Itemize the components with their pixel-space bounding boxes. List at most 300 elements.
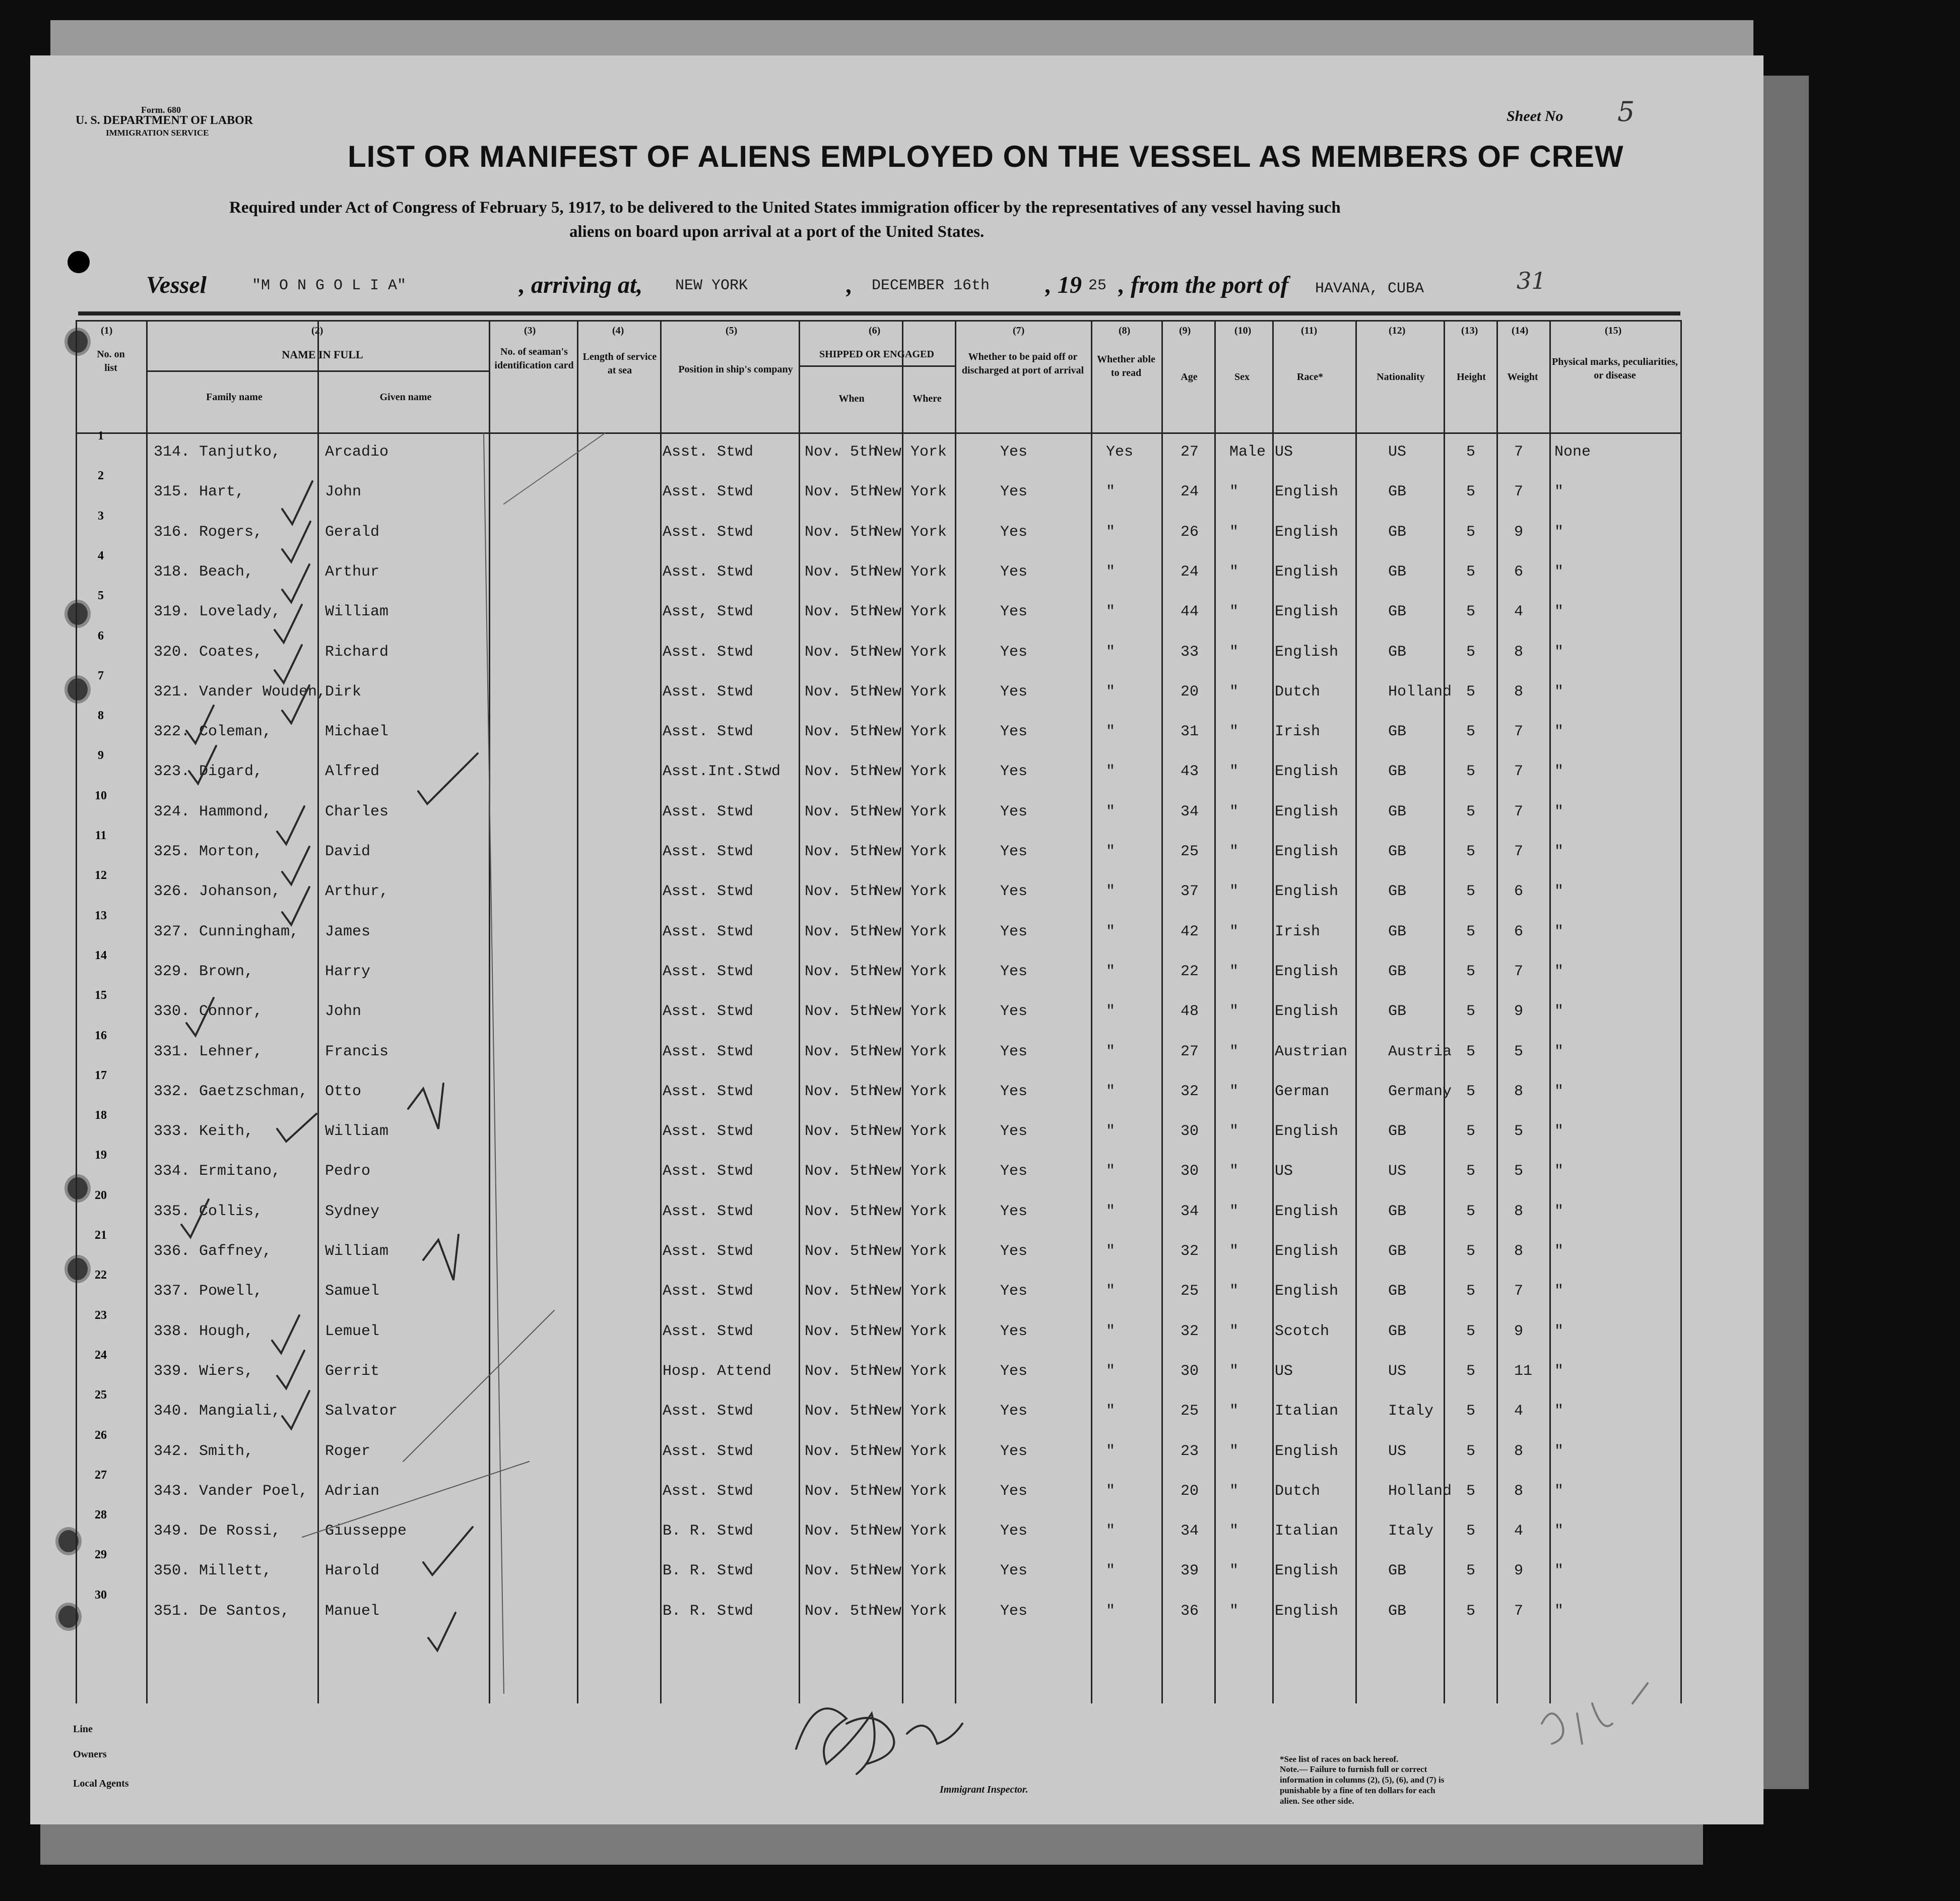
sheet-number: 5 [1617,96,1635,128]
cell-race: English [1275,563,1339,581]
col-10-number: (10) [1234,325,1252,336]
cell-where: New York [874,1283,947,1300]
cell-position: Asst. Stwd [663,683,754,701]
cell-where: New York [874,1163,947,1180]
cell-ht: 5 [1466,803,1476,820]
cell-paid: Yes [1000,443,1028,461]
cell-read: " [1106,1562,1116,1579]
cell-race: English [1275,1123,1339,1140]
cell-read: " [1106,524,1116,541]
departure-port: HAVANA, CUBA [1315,280,1424,297]
cell-age: 20 [1181,683,1199,701]
cell-position: Asst. Stwd [663,1123,754,1140]
cell-read: " [1106,883,1116,900]
cell-ht: 5 [1466,1363,1476,1380]
cell-no: 16 [95,1029,107,1042]
cell-nat: Germany [1388,1083,1452,1100]
cell-when: Nov. 5th [805,1003,878,1020]
cell-wt: 8 [1514,1443,1524,1460]
cell-given: Francis [325,1043,389,1060]
cell-given: Harold [325,1562,380,1579]
cell-ht: 5 [1466,683,1476,701]
col-15-number: (15) [1605,325,1622,336]
cell-age: 26 [1181,524,1199,541]
cell-paid: Yes [1000,803,1028,820]
cell-read: " [1106,563,1116,581]
cell-paid: Yes [1000,1003,1028,1020]
cell-where: New York [874,1003,947,1020]
cell-race: English [1275,963,1339,980]
cell-ht: 5 [1466,1562,1476,1579]
cell-marks: " [1554,524,1564,541]
inspector-signature [796,1708,962,1774]
cell-family: 320. Coates, [154,644,263,661]
vessel-name: "M O N G O L I A" [252,277,407,294]
cell-sex: " [1229,1603,1239,1620]
cell-age: 37 [1181,883,1199,900]
cell-no: 30 [95,1589,107,1602]
cell-where: New York [874,803,947,820]
cell-where: New York [874,1043,947,1060]
cell-race: English [1275,603,1339,620]
cell-nat: GB [1388,1243,1407,1260]
cell-when: Nov. 5th [805,563,878,581]
cell-sex: " [1229,644,1239,661]
cell-ht: 5 [1466,1043,1476,1060]
col-4-number: (4) [612,325,624,336]
cell-wt: 8 [1514,1483,1524,1500]
cell-read: " [1106,1043,1116,1060]
cell-ht: 5 [1466,483,1476,500]
cell-marks: " [1554,1562,1564,1579]
cell-paid: Yes [1000,763,1028,780]
cell-race: English [1275,644,1339,661]
cell-age: 36 [1181,1603,1199,1620]
cell-paid: Yes [1000,1443,1028,1460]
cell-sex: " [1229,1363,1239,1380]
cell-paid: Yes [1000,1562,1028,1579]
cell-when: Nov. 5th [805,1603,878,1620]
footer-owners-label: Owners [73,1749,107,1760]
cell-read: " [1106,1203,1116,1220]
cell-paid: Yes [1000,963,1028,980]
cell-sex: " [1229,1203,1239,1220]
cell-where: New York [874,1203,947,1220]
cell-read: " [1106,1083,1116,1100]
from-port-label: , from the port of [1119,272,1289,298]
cell-wt: 4 [1514,603,1524,620]
cell-marks: " [1554,1443,1564,1460]
cell-age: 23 [1181,1443,1199,1460]
cell-family: 323. Digard, [154,763,263,780]
col-4-label: Length of service at sea [582,351,657,376]
col-7-number: (7) [1013,325,1025,336]
col-8-label: Whether able to read [1097,354,1155,378]
cell-wt: 7 [1514,963,1524,980]
cell-nat: GB [1388,963,1407,980]
cell-paid: Yes [1000,1283,1028,1300]
cell-read: " [1106,923,1116,940]
cell-family: 327. Cunningham, [154,923,299,940]
col-5-number: (5) [726,325,738,336]
cell-position: Asst. Stwd [663,1403,754,1420]
cell-position: Asst. Stwd [663,1243,754,1260]
cell-position: B. R. Stwd [663,1562,754,1579]
form-number: Form. 680 [141,105,181,115]
cell-no: 1 [98,429,104,442]
col-3-label: No. of seaman's identification card [494,346,574,371]
cell-family: 324. Hammond, [154,803,272,820]
cell-given: Adrian [325,1483,380,1500]
arriving-label: , arriving at, [519,272,643,298]
cell-paid: Yes [1000,1403,1028,1420]
cell-position: Asst. Stwd [663,923,754,940]
cell-ht: 5 [1466,883,1476,900]
cell-given: Roger [325,1443,371,1460]
cell-race: US [1275,1163,1293,1180]
cell-sex: " [1229,963,1239,980]
cell-sex: " [1229,603,1239,620]
col-6-label: SHIPPED OR ENGAGED [819,349,934,360]
cell-no: 17 [95,1069,107,1082]
cell-read: " [1106,723,1116,740]
cell-marks: " [1554,483,1564,500]
cell-sex: " [1229,1562,1239,1579]
cell-age: 27 [1181,1043,1199,1060]
cell-read: " [1106,1403,1116,1420]
cell-ht: 5 [1466,1443,1476,1460]
cell-where: New York [874,483,947,500]
cell-age: 31 [1181,723,1199,740]
cell-ht: 5 [1466,1403,1476,1420]
cell-family: 340. Mangiali, [154,1403,281,1420]
cell-nat: GB [1388,803,1407,820]
cell-nat: US [1388,1163,1407,1180]
cell-given: Richard [325,644,389,661]
cell-when: Nov. 5th [805,683,878,701]
cell-wt: 7 [1514,763,1524,780]
cell-ht: 5 [1466,1163,1476,1180]
cell-when: Nov. 5th [805,1403,878,1420]
cell-wt: 4 [1514,1523,1524,1540]
cell-where: New York [874,563,947,581]
cell-nat: GB [1388,644,1407,661]
cell-family: 319. Lovelady, [154,603,281,620]
cell-paid: Yes [1000,1203,1028,1220]
cell-marks: " [1554,1483,1564,1500]
cell-ht: 5 [1466,1603,1476,1620]
service-name: IMMIGRATION SERVICE [106,128,209,138]
cell-sex: " [1229,723,1239,740]
cell-paid: Yes [1000,524,1028,541]
cell-given: Alfred [325,763,380,780]
cell-sex: " [1229,1163,1239,1180]
cell-read: " [1106,1483,1116,1500]
cell-nat: GB [1388,843,1407,860]
cell-sex: " [1229,483,1239,500]
cell-given: Samuel [325,1283,380,1300]
cell-position: Asst. Stwd [663,1083,754,1100]
cell-marks: " [1554,1003,1564,1020]
inspector-label: Immigrant Inspector. [940,1784,1028,1795]
cell-given: Manuel [325,1603,380,1620]
cell-sex: " [1229,1323,1239,1340]
cell-when: Nov. 5th [805,923,878,940]
col-12-number: (12) [1389,325,1406,336]
col-11-label: Race* [1296,371,1324,383]
cell-where: New York [874,1603,947,1620]
cell-given: Otto [325,1083,362,1100]
cell-ht: 5 [1466,1003,1476,1020]
cell-wt: 8 [1514,1243,1524,1260]
cell-when: Nov. 5th [805,763,878,780]
cell-race: English [1275,1203,1339,1220]
cell-marks: " [1554,963,1564,980]
cell-where: New York [874,883,947,900]
col-2-label: NAME IN FULL [282,348,363,361]
cell-wt: 8 [1514,644,1524,661]
cell-wt: 4 [1514,1403,1524,1420]
cell-read: " [1106,1243,1116,1260]
cell-nat: GB [1388,723,1407,740]
cell-ht: 5 [1466,1523,1476,1540]
cell-paid: Yes [1000,563,1028,581]
cell-ht: 5 [1466,1243,1476,1260]
cell-age: 44 [1181,603,1199,620]
cell-age: 24 [1181,563,1199,581]
cell-no: 2 [98,469,104,482]
cell-marks: " [1554,1203,1564,1220]
cell-given: William [325,1123,389,1140]
cell-when: Nov. 5th [805,483,878,500]
cell-wt: 9 [1514,1562,1524,1579]
cell-where: New York [874,1443,947,1460]
cell-age: 25 [1181,1283,1199,1300]
year-suffix: 25 [1088,277,1107,294]
cell-read: " [1106,1443,1116,1460]
races-note: *See list of races on back hereof. [1280,1754,1399,1764]
cell-age: 34 [1181,803,1199,820]
cell-read: " [1106,1323,1116,1340]
cell-sex: " [1229,803,1239,820]
col-1-number: (1) [101,325,113,336]
cell-where: New York [874,763,947,780]
cell-read: " [1106,963,1116,980]
cell-nat: GB [1388,1323,1407,1340]
cell-family: 333. Keith, [154,1123,254,1140]
cell-position: B. R. Stwd [663,1603,754,1620]
cell-position: Asst.Int.Stwd [663,763,781,780]
cell-position: Asst. Stwd [663,723,754,740]
cell-when: Nov. 5th [805,1323,878,1340]
cell-when: Nov. 5th [805,1043,878,1060]
cell-marks: " [1554,803,1564,820]
cell-race: Irish [1275,723,1321,740]
cell-wt: 7 [1514,1603,1524,1620]
cell-age: 34 [1181,1523,1199,1540]
cell-no: 5 [98,589,104,602]
cell-wt: 6 [1514,563,1524,581]
cell-sex: " [1229,1123,1239,1140]
cell-wt: 5 [1514,1123,1524,1140]
cell-sex: " [1229,923,1239,940]
cell-where: New York [874,1363,947,1380]
cell-marks: " [1554,843,1564,860]
cell-given: Gerald [325,524,380,541]
cell-paid: Yes [1000,1523,1028,1540]
cell-no: 20 [95,1189,107,1202]
cell-ht: 5 [1466,1483,1476,1500]
cell-age: 30 [1181,1123,1199,1140]
cell-race: English [1275,1003,1339,1020]
cell-paid: Yes [1000,1043,1028,1060]
cell-given: William [325,1243,389,1260]
cell-where: New York [874,1562,947,1579]
cell-where: New York [874,1403,947,1420]
cell-ht: 5 [1466,843,1476,860]
cell-race: US [1275,1363,1293,1380]
col-when: When [838,393,865,404]
cell-position: Asst. Stwd [663,644,754,661]
cell-sex: " [1229,1043,1239,1060]
cell-where: New York [874,603,947,620]
cell-family: 339. Wiers, [154,1363,254,1380]
cell-wt: 7 [1514,723,1524,740]
cell-sex: " [1229,1283,1239,1300]
cell-where: New York [874,1523,947,1540]
cell-sex: " [1229,883,1239,900]
cell-when: Nov. 5th [805,1163,878,1180]
cell-where: New York [874,683,947,701]
cell-read: " [1106,763,1116,780]
cell-age: 43 [1181,763,1199,780]
cell-paid: Yes [1000,1323,1028,1340]
cell-sex: " [1229,843,1239,860]
cell-given: Giusseppe [325,1523,407,1540]
cell-when: Nov. 5th [805,843,878,860]
cell-ht: 5 [1466,963,1476,980]
cell-no: 19 [95,1149,107,1162]
cell-no: 14 [95,949,107,962]
cell-race: Italian [1275,1403,1339,1420]
cell-where: New York [874,1483,947,1500]
cell-wt: 5 [1514,1043,1524,1060]
cell-race: English [1275,843,1339,860]
cell-paid: Yes [1000,843,1028,860]
cell-marks: " [1554,883,1564,900]
cell-wt: 11 [1514,1363,1533,1380]
col-14-label: Weight [1507,371,1538,383]
cell-read: " [1106,1363,1116,1380]
cell-given: John [325,1003,362,1020]
cell-wt: 9 [1514,1003,1524,1020]
cell-sex: " [1229,763,1239,780]
cell-family: 329. Brown, [154,963,254,980]
cell-when: Nov. 5th [805,1083,878,1100]
cell-sex: " [1229,1083,1239,1100]
cell-no: 28 [95,1508,107,1522]
cell-position: Asst. Stwd [663,843,754,860]
cell-position: Asst. Stwd [663,1203,754,1220]
cell-no: 12 [95,869,107,882]
col-9-number: (9) [1179,325,1191,336]
cell-ht: 5 [1466,1323,1476,1340]
subtitle-line-1: Required under Act of Congress of February 5, 1917, to be delivered to the United States immigration officer by the representatives of any vessel having such [229,199,1341,217]
cell-age: 32 [1181,1083,1199,1100]
cell-wt: 8 [1514,1203,1524,1220]
cell-position: Asst. Stwd [663,443,754,461]
cell-wt: 7 [1514,483,1524,500]
cell-where: New York [874,1083,947,1100]
cell-age: 25 [1181,1403,1199,1420]
vessel-label: Vessel [146,272,207,298]
cell-paid: Yes [1000,1123,1028,1140]
cell-race: English [1275,883,1339,900]
cell-nat: GB [1388,1003,1407,1020]
cell-when: Nov. 5th [805,1283,878,1300]
cell-where: New York [874,843,947,860]
cell-nat: GB [1388,563,1407,581]
cell-marks: " [1554,563,1564,581]
cell-no: 6 [98,629,104,643]
cell-wt: 9 [1514,1323,1524,1340]
cell-marks: None [1554,443,1591,461]
cell-wt: 5 [1514,1163,1524,1180]
col-family-name: Family name [206,392,263,403]
cell-nat: GB [1388,1283,1407,1300]
cell-sex: " [1229,563,1239,581]
cell-when: Nov. 5th [805,443,878,461]
cell-race: English [1275,803,1339,820]
cell-paid: Yes [1000,723,1028,740]
col-given-name: Given name [379,392,432,403]
cell-given: Harry [325,963,371,980]
cell-where: New York [874,723,947,740]
cell-race: Italian [1275,1523,1339,1540]
cell-read: " [1106,1163,1116,1180]
cell-sex: " [1229,1243,1239,1260]
col-10-label: Sex [1234,371,1250,383]
arrival-date: DECEMBER 16th [872,277,990,294]
footer-line-label: Line [73,1724,93,1735]
cell-race: Dutch [1275,683,1321,701]
cell-sex: " [1229,1443,1239,1460]
col-8-number: (8) [1119,325,1131,336]
cell-read: " [1106,1003,1116,1020]
cell-position: Asst. Stwd [663,1163,754,1180]
cell-position: Asst. Stwd [663,524,754,541]
cell-nat: GB [1388,1203,1407,1220]
cell-no: 13 [95,909,107,922]
cell-position: Asst. Stwd [663,1443,754,1460]
cell-no: 4 [98,549,104,562]
cell-when: Nov. 5th [805,1523,878,1540]
cell-race: Irish [1275,923,1321,940]
cell-ht: 5 [1466,923,1476,940]
comma: , [846,272,853,298]
cell-family: 335. Collis, [154,1203,263,1220]
cell-sex: " [1229,1403,1239,1420]
cell-age: 34 [1181,1203,1199,1220]
cell-ht: 5 [1466,644,1476,661]
cell-paid: Yes [1000,483,1028,500]
cell-nat: US [1388,443,1407,461]
cell-read: " [1106,1523,1116,1540]
col-where: Where [912,393,942,404]
cell-marks: " [1554,1363,1564,1380]
cell-age: 27 [1181,443,1199,461]
cell-race: Austrian [1275,1043,1348,1060]
